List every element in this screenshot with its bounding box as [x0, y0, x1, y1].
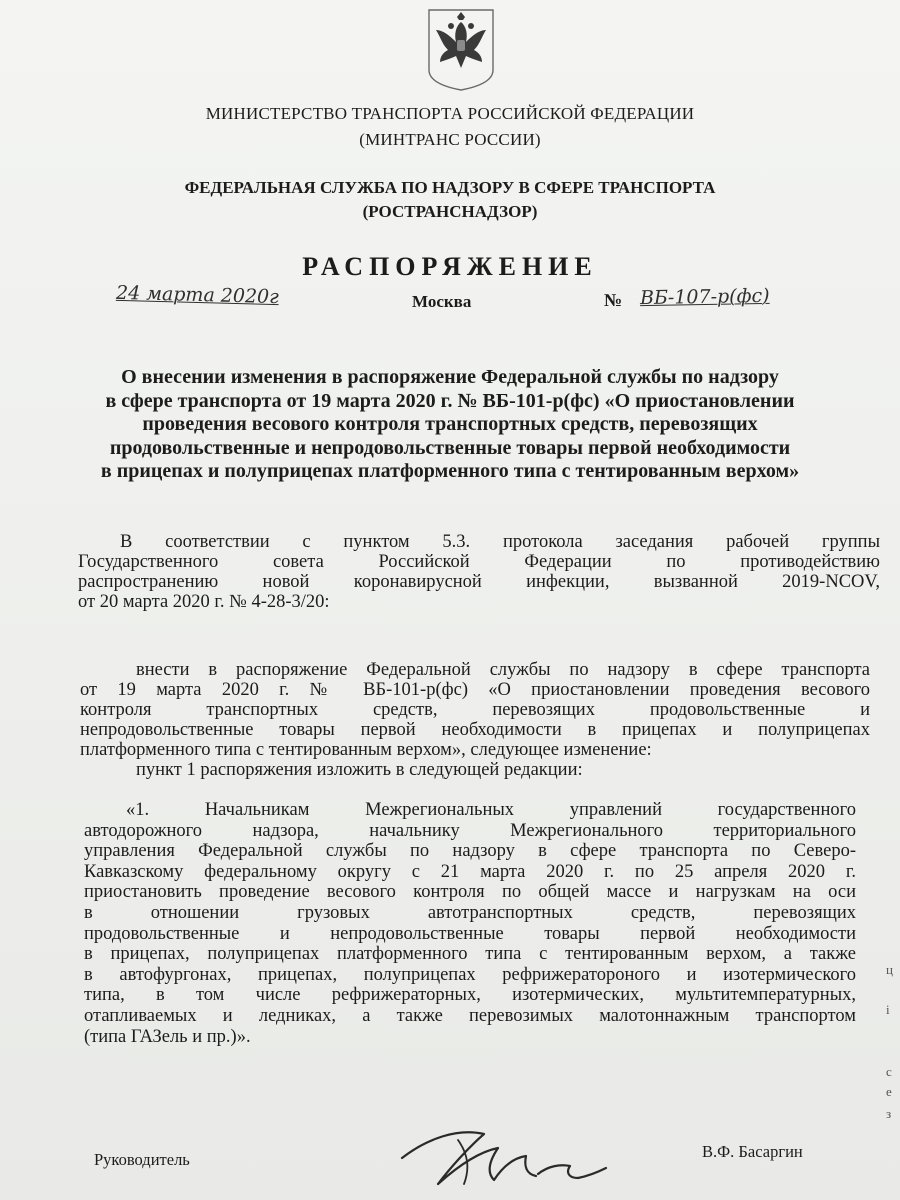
point-line: «1. Начальникам Межрегиональных управлений государственного: [126, 800, 856, 820]
point-line: в автофургонах, прицепах, полуприцепах рефрижератороного и изотермического: [84, 964, 856, 985]
point-line: приостановить проведение весового контроля по общей массе и нагрузкам на оси: [84, 882, 856, 903]
handwritten-document-number: ВБ-107-р(фс): [639, 284, 770, 310]
subject-line: проведения весового контроля транспортных средств, перевозящих: [142, 413, 758, 435]
service-short-name: (РОСТРАНСНАДЗОР): [362, 202, 538, 221]
subject-line: в прицепах и полуприцепах платформенного типа с тентированным верхом»: [100, 460, 800, 482]
ministry-name: МИНИСТЕРСТВО ТРАНСПОРТА РОССИЙСКОЙ ФЕДЕРАЦИИ: [205, 104, 695, 123]
preamble-line: распространению новой коронавирусной инфекции, вызванной 2019-NCOV,: [78, 572, 880, 592]
body-line: контроля транспортных средств, перевозящих продовольственные и: [80, 700, 870, 720]
point-line: продовольственные и непродовольственные товары первой необходимости: [84, 923, 856, 944]
point-line: (типа ГАЗель и пр.)».: [84, 1026, 251, 1047]
point-line: отапливаемых и ледниках, а также перевозимых малотоннажным транспортом: [84, 1005, 856, 1026]
signatory-name: В.Ф. Басаргин: [702, 1142, 803, 1161]
point-line: типа, в том числе рефрижераторных, изотермических, мультитемпературных,: [84, 985, 856, 1006]
point-one-text: [84, 800, 856, 1047]
point-line: Кавказскому федеральному округу с 21 марта 2020 г. по 25 апреля 2020 г.: [84, 861, 856, 882]
subject-line: в сфере транспорта от 19 марта 2020 г. № ВБ-101-р(фс) «О приостановлении: [105, 389, 795, 412]
point-line: в прицепах, полуприцепах платформенного типа с тентированным верхом, а также: [84, 944, 856, 965]
preamble-line: В соответствии с пунктом 5.3. протокола заседания рабочей группы: [120, 532, 880, 552]
service-name: ФЕДЕРАЛЬНАЯ СЛУЖБА ПО НАДЗОРУ В СФЕРЕ ТРАНСПОРТА: [184, 178, 716, 197]
preamble-line: от 20 марта 2020 г. № 4-28-3/20:: [78, 592, 330, 612]
handwritten-date: 24 марта 2020г: [115, 281, 280, 309]
body-intro-paragraph: [80, 660, 870, 780]
body-line: от 19 марта 2020 г. № ВБ-101-р(фс) «О приостановлении проведения весового: [80, 680, 870, 700]
point-line: в отношении грузовых автотранспортных средств, перевозящих: [84, 902, 856, 923]
body-line: внести в распоряжение Федеральной службы по надзору в сфере транспорта: [136, 660, 870, 680]
point-line: управления Федеральной службы по надзору в сфере транспорта по Северо-: [84, 841, 856, 862]
number-label: №: [604, 290, 623, 310]
edge-letter: ц: [886, 962, 893, 977]
subject-line: продовольственные и непродовольственные товары первой необходимости: [109, 436, 791, 459]
edge-letter: і: [886, 1002, 890, 1017]
coat-of-arms-emblem: [426, 8, 496, 92]
body-line: непродовольственные товары первой необходимости в прицепах и полуприцепах: [80, 720, 870, 740]
document-city: Москва: [412, 292, 472, 311]
body-line: платформенного типа с тентированным верхом», следующее изменение:: [80, 740, 652, 760]
edge-letter: з: [886, 1106, 892, 1121]
point-line: автодорожного надзора, начальнику Межрегионального территориального: [84, 820, 856, 841]
ministry-short-name: (МИНТРАНС РОССИИ): [359, 130, 541, 149]
edge-letter: с: [886, 1064, 892, 1079]
preamble-paragraph: [78, 532, 880, 612]
signatory-position: Руководитель: [94, 1150, 190, 1169]
point-intro-line: пункт 1 распоряжения изложить в следующей редакции:: [136, 760, 583, 780]
document-type-title: РАСПОРЯЖЕНИЕ: [302, 252, 598, 281]
preamble-line: Государственного совета Российской Федерации по противодействию: [78, 552, 880, 572]
edge-letter: е: [886, 1084, 892, 1099]
handwritten-signature: [398, 1118, 608, 1192]
document-subject: [0, 366, 900, 484]
subject-line: О внесении изменения в распоряжение Федеральной службы по надзору: [121, 366, 779, 388]
